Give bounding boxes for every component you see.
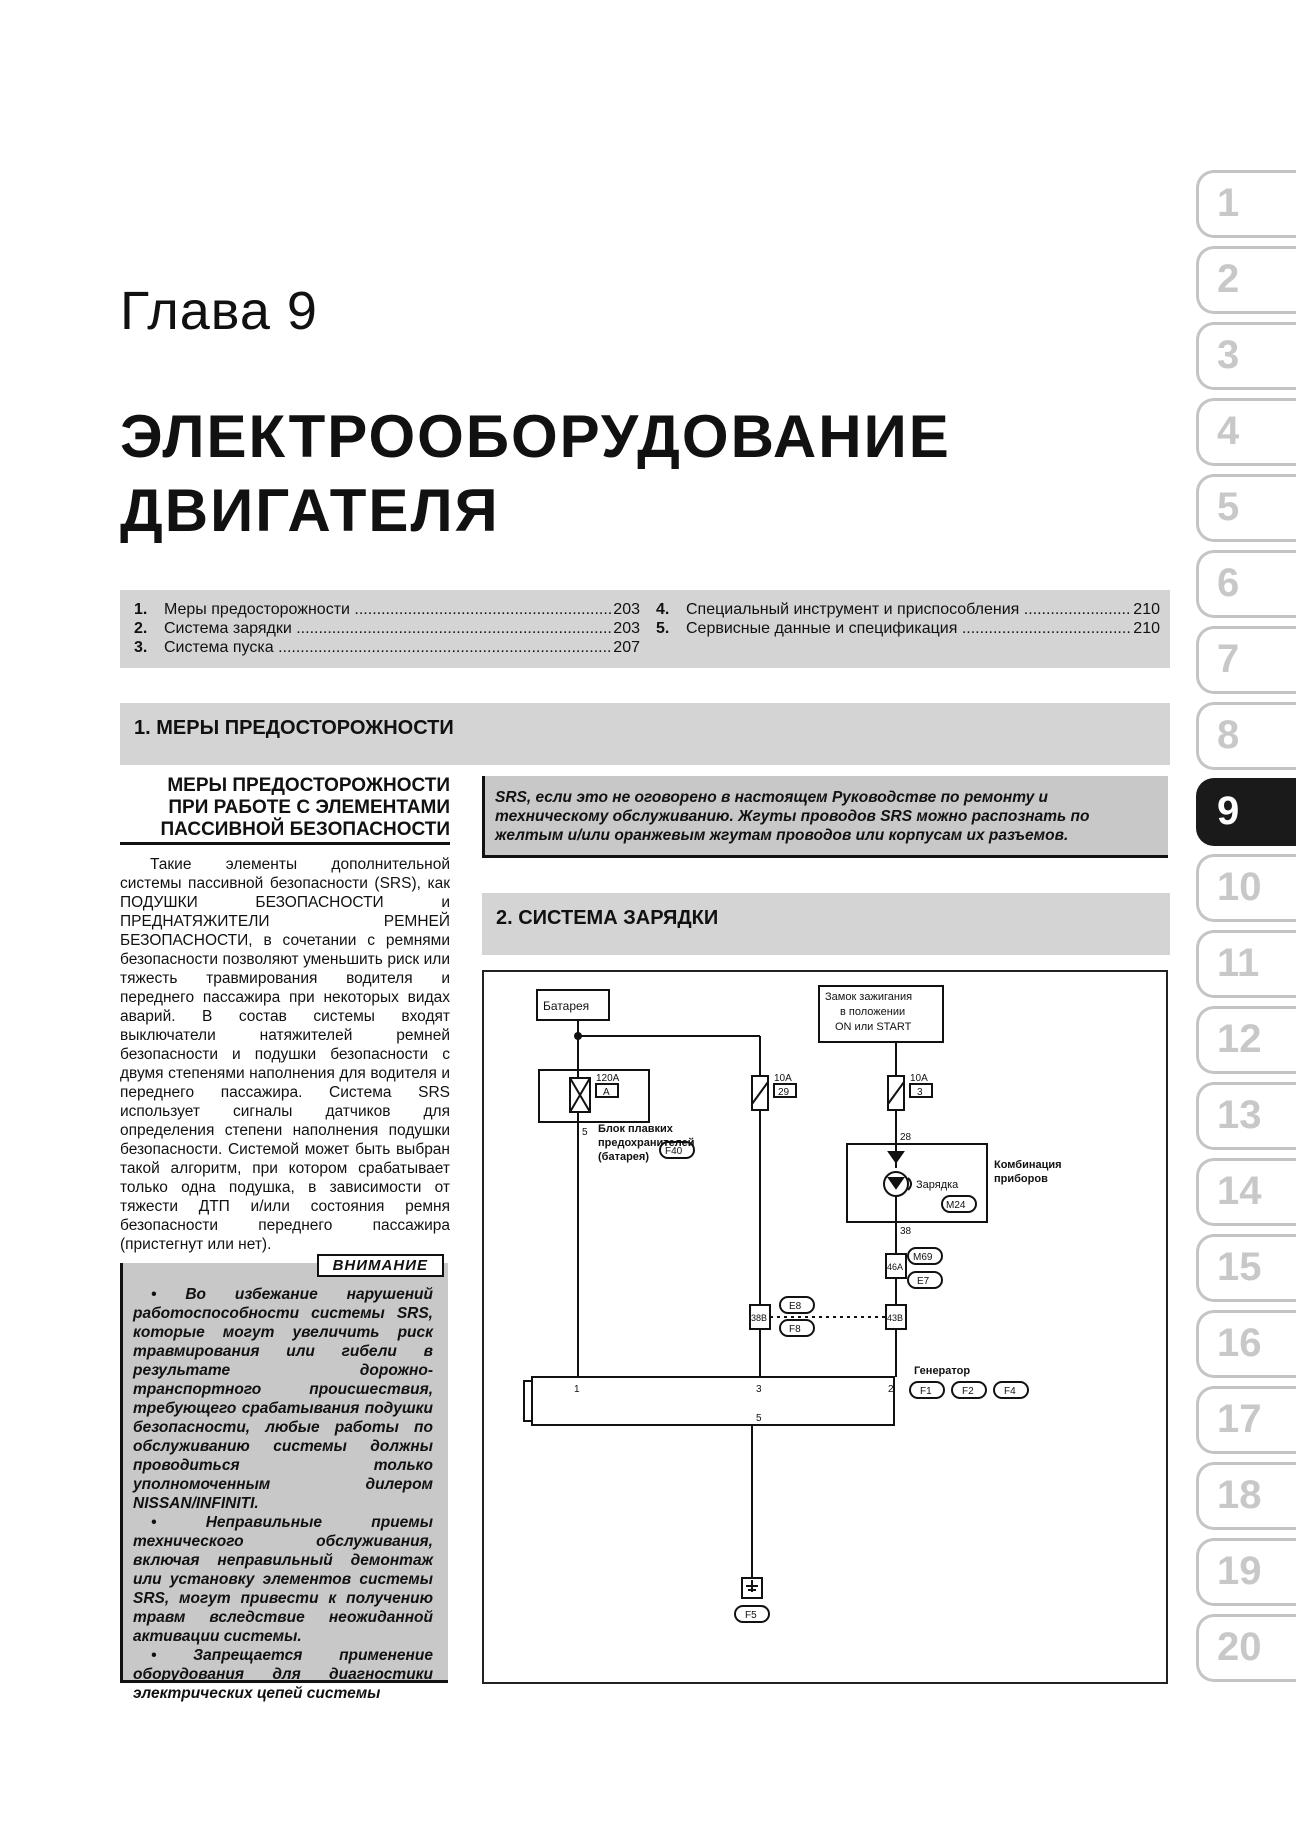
label-pin: 3 xyxy=(756,1384,762,1395)
label-connector: M69 xyxy=(913,1252,933,1263)
contents-entry-text: Меры предосторожности ..... xyxy=(164,600,611,619)
chapter-tab-number: 14 xyxy=(1217,1169,1262,1213)
contents-entry-page: 210 xyxy=(1133,620,1160,637)
label-connector: F4 xyxy=(1004,1386,1016,1397)
fuse-block-box xyxy=(539,1070,649,1122)
chapter-tab-number: 19 xyxy=(1217,1549,1262,1593)
label-pin: 1 xyxy=(574,1384,580,1395)
subsection-heading xyxy=(120,775,450,845)
label-connector: F1 xyxy=(920,1386,932,1397)
label-connector: F40 xyxy=(665,1146,683,1157)
label-cluster: приборов xyxy=(994,1173,1048,1185)
label-charge-lamp: Зарядка xyxy=(916,1179,959,1191)
label-fuse-slot: 29 xyxy=(778,1087,790,1098)
label-pin: 28 xyxy=(900,1132,912,1143)
label-fuse-rating: 10A xyxy=(774,1073,792,1084)
contents-left-column xyxy=(134,600,640,657)
contents-entry-num: 2. xyxy=(134,620,148,637)
label-fuse-rating: 120A xyxy=(596,1073,620,1084)
chapter-tab-12[interactable] xyxy=(1196,1006,1296,1074)
section-title: 1. МЕРЫ ПРЕДОСТОРОЖНОСТИ xyxy=(134,717,454,739)
wiring-diagram-svg xyxy=(484,972,1170,1686)
chapter-tab-number: 11 xyxy=(1217,941,1260,985)
chapter-tab-6[interactable] xyxy=(1196,550,1296,618)
label-ignition: Замок зажигания xyxy=(825,991,913,1003)
heading-line: ПАССИВНОЙ БЕЗОПАСНОСТИ xyxy=(120,819,450,845)
contents-entry[interactable] xyxy=(134,619,640,638)
chapter-tab-5[interactable] xyxy=(1196,474,1296,542)
contents-entry-page: 207 xyxy=(613,639,640,656)
chapter-tab-number: 3 xyxy=(1217,333,1240,377)
label-cluster: Комбинация xyxy=(994,1159,1062,1171)
contents-entry-text: Специальный инструмент и приспособления ..... xyxy=(686,600,1131,619)
chapter-tab-number: 7 xyxy=(1217,637,1240,681)
chapter-tab-13[interactable] xyxy=(1196,1082,1296,1150)
srs-note-box xyxy=(482,776,1168,858)
contents-entry[interactable] xyxy=(656,600,1160,619)
chapter-tab-number: 20 xyxy=(1217,1625,1262,1669)
section-heading-precautions xyxy=(120,703,1170,765)
chapter-title xyxy=(120,400,951,548)
label-pin: 2 xyxy=(888,1384,894,1395)
label-pin: 5 xyxy=(756,1413,762,1424)
chapter-tab-19[interactable] xyxy=(1196,1538,1296,1606)
label-connector: F5 xyxy=(745,1610,757,1621)
chapter-tab-16[interactable] xyxy=(1196,1310,1296,1378)
chapter-title-line2: ДВИГАТЕЛЯ xyxy=(120,477,500,544)
chapter-tab-14[interactable] xyxy=(1196,1158,1296,1226)
chapter-tab-number: 12 xyxy=(1217,1017,1262,1061)
warning-item: • Во избежание нарушений работоспособности системы SRS, которые могут увеличить риск травмирования или гибели в результате дорожно-транспортного происшествия, требующего срабатывания подушки безопасности, любые работы по обслуживанию системы должны проводиться только уполномоченным дилером NISSAN/INFINITI. xyxy=(133,1286,433,1512)
chapter-tab-number: 6 xyxy=(1217,561,1240,605)
contents-entry-page: 203 xyxy=(613,620,640,637)
label-fuse-rating: 10A xyxy=(910,1073,928,1084)
contents-entry-page: 210 xyxy=(1133,601,1160,618)
chapter-tab-7[interactable] xyxy=(1196,626,1296,694)
contents-entry[interactable] xyxy=(134,638,640,657)
chapter-tab-8[interactable] xyxy=(1196,702,1296,770)
label-generator: Генератор xyxy=(914,1365,971,1377)
chapter-tab-number: 8 xyxy=(1217,713,1240,757)
label-fuse-block: (батарея) xyxy=(598,1151,649,1163)
srs-description: Такие элементы дополнительной системы пассивной безопасности (SRS), как ПОДУШКИ БЕЗОПАСНОСТИ и ПРЕДНАТЯЖИТЕЛИ РЕМНЕЙ БЕЗОПАСНОСТИ, в сочетании с ремнями безопасности позволяют уменьшить риск или тяжесть травмирования водителя и переднего пассажира при некоторых видах аварий. В состав системы входят выключатели натяжителей ремней безопасности и подушки безопасности с двумя степенями наполнения для водителя и переднего пассажира. Система SRS использует сигналы датчиков для определения степени наполнения подушки безопасности. Системой может быть выбран такой алгоритм, при котором срабатывает только одна подушка, в зависимости от тяжести ДТП и/или состояния ремня безопасности переднего пассажира (пристегнут или нет). xyxy=(120,856,450,1253)
warning-item: • Запрещается применение оборудования для диагностики электрических цепей системы xyxy=(133,1647,433,1702)
heading-line: МЕРЫ ПРЕДОСТОРОЖНОСТИ xyxy=(167,775,450,796)
label-connector: E8 xyxy=(789,1301,802,1312)
contents-entry-text: Система зарядки ..... xyxy=(164,619,611,638)
chapter-tabs xyxy=(1196,170,1296,1690)
contents-entry[interactable] xyxy=(656,619,1160,638)
contents-entry-num: 1. xyxy=(134,601,148,618)
contents-entry[interactable] xyxy=(134,600,640,619)
heading-line: ПРИ РАБОТЕ С ЭЛЕМЕНТАМИ xyxy=(168,797,450,818)
label-connector: F2 xyxy=(962,1386,974,1397)
label-pin: 38 xyxy=(900,1226,912,1237)
chapter-tab-15[interactable] xyxy=(1196,1234,1296,1302)
label-fuse-block: предохранителей xyxy=(598,1137,695,1149)
junction-dot xyxy=(574,1032,582,1040)
label-fuse-block: Блок плавких xyxy=(598,1123,673,1135)
chapter-tab-number: 2 xyxy=(1217,257,1240,301)
chapter-tab-9[interactable] xyxy=(1196,778,1296,846)
label-connector: M24 xyxy=(946,1200,966,1211)
label-ignition: в положении xyxy=(840,1006,906,1018)
chapter-tab-3[interactable] xyxy=(1196,322,1296,390)
chapter-contents xyxy=(120,590,1170,668)
contents-entry-num: 5. xyxy=(656,620,670,637)
chapter-tab-18[interactable] xyxy=(1196,1462,1296,1530)
warning-item: • Неправильные приемы технического обслуживания, включая неправильный демонтаж или установку элементов системы SRS, могут привести к получению травм вследствие неожиданной активации системы. xyxy=(133,1514,433,1645)
label-connector: 43B xyxy=(887,1313,904,1323)
chapter-tab-number: 17 xyxy=(1217,1397,1262,1441)
chapter-tab-4[interactable] xyxy=(1196,398,1296,466)
chapter-tab-number: 4 xyxy=(1217,409,1240,453)
label-battery: Батарея xyxy=(543,999,590,1013)
charging-wiring-diagram xyxy=(482,970,1168,1684)
contents-entry-text: Сервисные данные и спецификация ..... xyxy=(686,619,1131,638)
contents-entry-num: 4. xyxy=(656,601,670,618)
chapter-tab-number: 16 xyxy=(1217,1321,1262,1365)
chapter-tab-number: 1 xyxy=(1217,181,1240,225)
chapter-tab-11[interactable] xyxy=(1196,930,1296,998)
label-connector: 38B xyxy=(751,1313,768,1323)
section-title: 2. СИСТЕМА ЗАРЯДКИ xyxy=(496,907,719,929)
chapter-tab-number: 15 xyxy=(1217,1245,1262,1289)
chapter-label: Глава 9 xyxy=(120,281,318,341)
chapter-title-line1: ЭЛЕКТРООБОРУДОВАНИЕ xyxy=(120,403,951,470)
chapter-tab-20[interactable] xyxy=(1196,1614,1296,1682)
label-connector: F8 xyxy=(789,1324,801,1335)
label-pin: 5 xyxy=(582,1127,588,1138)
warning-tag: ВНИМАНИЕ xyxy=(317,1254,444,1277)
contents-entry-page: 203 xyxy=(613,601,640,618)
chapter-tab-number: 5 xyxy=(1217,485,1240,529)
label-connector: E7 xyxy=(917,1276,930,1287)
chapter-tab-17[interactable] xyxy=(1196,1386,1296,1454)
label-connector: 46A xyxy=(887,1262,904,1272)
chapter-tab-number: 18 xyxy=(1217,1473,1262,1517)
section-heading-charging xyxy=(482,893,1170,955)
srs-note-text: SRS, если это не оговорено в настоящем Руководстве по ремонту и техническому обслуживанию. Жгуты проводов SRS можно распознать по желтым и/или оранжевым жгутам проводов или корпусам их разъемов. xyxy=(495,789,1090,844)
contents-right-column xyxy=(656,600,1160,638)
chapter-tab-number: 13 xyxy=(1217,1093,1262,1137)
warning-box xyxy=(120,1257,448,1702)
label-fuse-slot: 3 xyxy=(917,1087,923,1098)
generator-box xyxy=(532,1377,894,1425)
contents-entry-num: 3. xyxy=(134,639,148,656)
chapter-tab-1[interactable] xyxy=(1196,170,1296,238)
contents-entry-text: Система пуска ..... xyxy=(164,638,611,657)
chapter-tab-number: 10 xyxy=(1217,865,1262,909)
chapter-tab-2[interactable] xyxy=(1196,246,1296,314)
chapter-tab-10[interactable] xyxy=(1196,854,1296,922)
label-ignition: ON или START xyxy=(835,1021,912,1033)
label-fuse-slot: A xyxy=(603,1087,610,1098)
warning-text xyxy=(133,1285,433,1703)
chapter-tab-number: 9 xyxy=(1217,789,1240,833)
